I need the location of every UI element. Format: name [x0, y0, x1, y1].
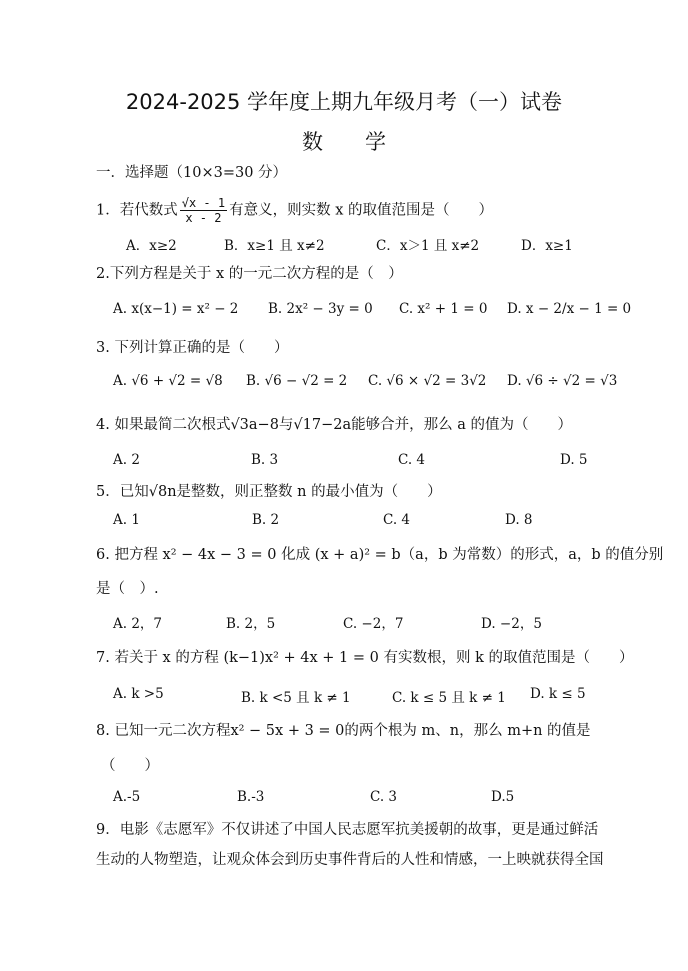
question-3-option-c: C. √6 × √2 = 3√2: [368, 373, 487, 389]
question-7: 7. 若关于 x 的方程 (k−1)x² + 4x + 1 = 0 有实数根，则 k 的取值范围是（ ）: [96, 650, 634, 666]
question-1-option-c: C．x＞1 且 x≠2: [376, 238, 480, 254]
question-3-option-d: D. √6 ÷ √2 = √3: [507, 373, 618, 389]
question-5-option-b: B. 2: [252, 512, 280, 528]
question-6-stem-continued: 是（ ）.: [96, 581, 159, 597]
question-3-option-a: A. √6 + √2 = √8: [113, 373, 223, 389]
section-heading: 一．选择题（10×3=30 分）: [96, 165, 288, 181]
question-6-option-a: A. 2，7: [113, 616, 163, 632]
question-2-option-b: B. 2x² − 3y = 0: [268, 301, 373, 317]
question-7-option-d: D. k ≤ 5: [530, 686, 586, 702]
question-8-option-c: C. 3: [370, 789, 398, 805]
question-6: 6. 把方程 x² − 4x − 3 = 0 化成 (x + a)² = b（a，b 为常数）的形式，a，b 的值分别: [96, 547, 664, 563]
question-9: 9．电影《志愿军》不仅讲述了中国人民志愿军抗美援朝的故事，更是通过鲜活: [96, 822, 599, 838]
question-4-option-c: C. 4: [398, 452, 426, 468]
question-6-option-d: D. −2，5: [481, 616, 542, 632]
question-1-stem-before: 1．若代数式: [96, 202, 178, 219]
question-1-fraction: [180, 196, 227, 225]
exam-subject: 数学: [302, 130, 428, 154]
question-8-option-a: A.-5: [113, 789, 141, 805]
exam-title: 2024-2025 学年度上期九年级月考（一）试卷: [125, 90, 563, 114]
fraction-numerator: √x - 1: [181, 196, 226, 210]
question-9-stem-continued: 生动的人物塑造，让观众体会到历史事件背后的人性和情感，一上映就获得全国: [96, 852, 604, 868]
question-6-option-c: C. −2，7: [343, 616, 404, 632]
question-4-option-a: A. 2: [113, 452, 140, 468]
question-5: 5．已知√8n是整数，则正整数 n 的最小值为（ ）: [96, 484, 442, 500]
question-2: 2.下列方程是关于 x 的一元二次方程的是（ ）: [96, 266, 403, 282]
question-8-stem-continued: （ ）: [101, 758, 159, 774]
question-6-option-b: B. 2，5: [226, 616, 276, 632]
question-3: 3. 下列计算正确的是（ ）: [96, 340, 289, 356]
question-4-option-d: D. 5: [560, 452, 588, 468]
question-3-option-b: B. √6 − √2 = 2: [246, 373, 348, 389]
question-1-stem-after: 有意义，则实数 x 的取值范围是（ ）: [229, 202, 493, 219]
question-1-option-a: A．x≥2: [126, 238, 177, 254]
question-8-option-d: D.5: [491, 789, 515, 805]
question-1-option-d: D．x≥1: [521, 238, 573, 254]
question-7-option-c: C. k ≤ 5 且 k ≠ 1: [392, 690, 506, 706]
question-8-option-b: B.-3: [237, 789, 265, 805]
question-4-option-b: B. 3: [251, 452, 279, 468]
question-2-option-a: A. x(x−1) = x² − 2: [113, 301, 239, 317]
question-5-option-d: D. 8: [505, 512, 533, 528]
question-1: [96, 196, 493, 225]
question-5-option-a: A. 1: [113, 512, 140, 528]
question-5-option-c: C. 4: [383, 512, 411, 528]
question-7-option-a: A. k >5: [113, 686, 164, 702]
fraction-denominator: x - 2: [185, 211, 222, 225]
question-4: 4. 如果最简二次根式√3a−8与√17−2a能够合并，那么 a 的值为（ ）: [96, 417, 572, 433]
question-2-option-c: C. x² + 1 = 0: [399, 301, 488, 317]
question-7-option-b: B. k <5 且 k ≠ 1: [241, 690, 351, 706]
question-1-option-b: B．x≥1 且 x≠2: [224, 238, 325, 254]
question-8: 8. 已知一元二次方程x² − 5x + 3 = 0的两个根为 m、n，那么 m+n 的值是: [96, 723, 591, 739]
question-2-option-d: D. x − 2/x − 1 = 0: [507, 301, 632, 317]
